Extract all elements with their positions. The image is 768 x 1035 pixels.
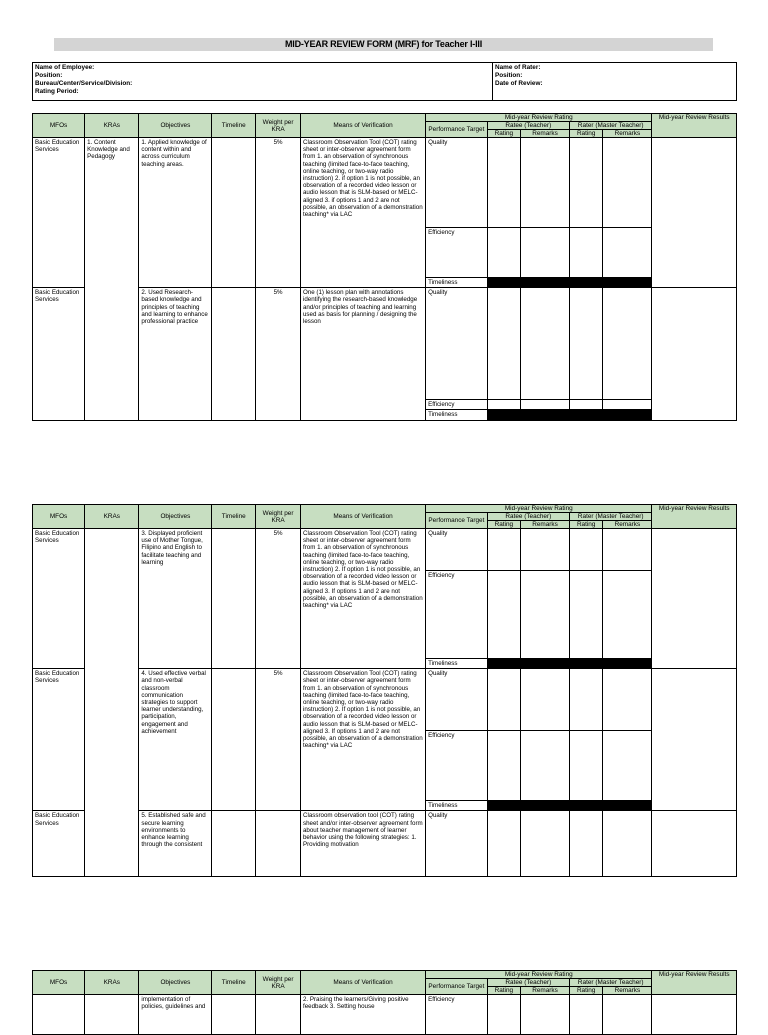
blacked-out-cell — [487, 659, 652, 669]
target-quality: Quality — [426, 811, 488, 877]
employee-position-label: Position: — [35, 72, 63, 79]
ratee-rating-input[interactable] — [487, 669, 520, 731]
mrf-table-page3 — [32, 970, 737, 1035]
rater-rating-input[interactable] — [570, 995, 603, 1035]
header-timeline: Timeline — [212, 971, 256, 995]
mfo-cell: Basic Education Services — [33, 288, 85, 420]
bureau-label: Bureau/Center/Service/Division: — [35, 80, 133, 87]
results-cell[interactable] — [652, 138, 737, 288]
header-ratee-rating: Rating — [487, 130, 520, 138]
ratee-rating-input[interactable] — [487, 571, 520, 659]
rater-remarks-input[interactable] — [603, 288, 652, 400]
rating-period-label: Rating Period: — [35, 88, 79, 95]
header-rater-remarks: Remarks — [603, 521, 652, 529]
target-quality: Quality — [426, 669, 488, 731]
target-efficiency: Efficiency — [426, 400, 488, 410]
mov-cell: Classroom Observation Tool (COT) rating sheet or inter-observer agreement form from 1. an observation of synchronous teaching (limited face-to-face teaching, online teaching, or two-way radio instruction) 2. if option 1 is not possible, an observation of a recorded video lesson or audio lesson that is SLM-based or MELC-aligned 3. if options 1 and 2 are not possible, an observation of a demonstration teaching* via LAC — [300, 138, 425, 288]
ratee-remarks-input[interactable] — [521, 228, 570, 278]
mov-cell: Classroom Observation Tool (COT) rating sheet or inter-observer agreement form from 1. an observation of synchronous teaching (limited face-to-face teaching, online teaching, or two-way radio instruction) 2. If option 1 is not possible, an observation of a recorded video lesson or audio lesson that is SLM-based or MELC-aligned 3. If options 1 and 2 are not possible, an observation of a demonstration teaching* via LAC — [300, 669, 425, 811]
ratee-remarks-input[interactable] — [521, 669, 570, 731]
rater-remarks-input[interactable] — [603, 529, 652, 571]
header-objectives: Objectives — [139, 971, 212, 995]
mov-cell: One (1) lesson plan with annotations identifying the research-based knowledge and/or principles of teaching and learning used as basis for planning / designing the lesson — [300, 288, 425, 420]
header-weight: Weight per KRA — [256, 114, 301, 138]
header-mfos: MFOs — [33, 971, 85, 995]
header-mfos: MFOs — [33, 114, 85, 138]
header-rater: Rater (Master Teacher) — [570, 513, 652, 521]
table-row — [33, 669, 737, 731]
weight-cell: 5% — [256, 669, 301, 811]
rater-rating-input[interactable] — [570, 731, 603, 801]
header-rater-remarks: Remarks — [603, 130, 652, 138]
employee-info-box — [32, 62, 737, 101]
ratee-rating-input[interactable] — [487, 995, 520, 1035]
ratee-remarks-input[interactable] — [521, 811, 570, 877]
header-performance-target: Performance Target — [426, 122, 488, 138]
weight-cell — [256, 811, 301, 877]
target-quality: Quality — [426, 529, 488, 571]
blacked-out-cell — [487, 410, 652, 420]
ratee-rating-input[interactable] — [487, 811, 520, 877]
ratee-remarks-input[interactable] — [521, 731, 570, 801]
rater-rating-input[interactable] — [570, 529, 603, 571]
header-rater-remarks: Remarks — [603, 987, 652, 995]
rater-rating-input[interactable] — [570, 400, 603, 410]
results-cell[interactable] — [652, 669, 737, 811]
employee-info — [35, 64, 490, 96]
rater-remarks-input[interactable] — [603, 228, 652, 278]
header-review-rating: Mid-year Review Rating — [426, 114, 652, 122]
ratee-rating-input[interactable] — [487, 288, 520, 400]
mov-cell: Classroom Observation Tool (COT) rating sheet or inter-observer agreement form from 1. an observation of synchronous teaching (limited face-to-face teaching, online teaching, or two-way radio instruction) 2. If option 1 is not possible, an observation of a recorded video lesson or audio lesson that is SLM-based or MELC-aligned 3. If options 1 and 2 are not possible, an observation of a demonstration teaching* via LAC — [300, 529, 425, 669]
results-cell[interactable] — [652, 529, 737, 669]
timeline-cell — [212, 669, 256, 811]
rater-rating-input[interactable] — [570, 288, 603, 400]
ratee-remarks-input[interactable] — [521, 571, 570, 659]
weight-cell — [256, 995, 301, 1035]
header-ratee-remarks: Remarks — [521, 130, 570, 138]
mrf-table-page2 — [32, 504, 737, 877]
header-ratee-rating: Rating — [487, 987, 520, 995]
header-review-rating: Mid-year Review Rating — [426, 505, 652, 513]
mfo-cell: Basic Education Services — [33, 669, 85, 811]
header-ratee: Ratee (Teacher) — [487, 513, 569, 521]
rater-remarks-input[interactable] — [603, 731, 652, 801]
table-row — [33, 811, 737, 877]
header-rater: Rater (Master Teacher) — [570, 979, 652, 987]
rater-remarks-input[interactable] — [603, 669, 652, 731]
table-row — [33, 288, 737, 400]
ratee-remarks-input[interactable] — [521, 529, 570, 571]
header-ratee: Ratee (Teacher) — [487, 979, 569, 987]
header-mov: Means of Verification — [300, 114, 425, 138]
target-timeliness: Timeliness — [426, 801, 488, 811]
table-row — [33, 995, 737, 1035]
review-date-label: Date of Review: — [495, 80, 543, 87]
target-efficiency: Efficiency — [426, 995, 488, 1035]
header-kras: KRAs — [85, 505, 139, 529]
rater-remarks-input[interactable] — [603, 811, 652, 877]
ratee-rating-input[interactable] — [487, 731, 520, 801]
header-kras: KRAs — [85, 971, 139, 995]
mfo-cell: Basic Education Services — [33, 138, 85, 288]
objective-cell: 5. Established safe and secure learning environments to enhance learning through the consistent — [139, 811, 212, 877]
ratee-rating-input[interactable] — [487, 529, 520, 571]
header-performance-target: Performance Target — [426, 979, 488, 995]
header-mov: Means of Verification — [300, 505, 425, 529]
target-timeliness: Timeliness — [426, 659, 488, 669]
target-timeliness: Timeliness — [426, 410, 488, 420]
target-efficiency: Efficiency — [426, 571, 488, 659]
header-ratee-remarks: Remarks — [521, 521, 570, 529]
target-quality: Quality — [426, 138, 488, 228]
blacked-out-cell — [487, 278, 652, 288]
header-timeline: Timeline — [212, 114, 256, 138]
rater-name-label: Name of Rater: — [495, 64, 541, 71]
target-efficiency: Efficiency — [426, 228, 488, 278]
results-cell[interactable] — [652, 811, 737, 877]
timeline-cell — [212, 811, 256, 877]
rater-rating-input[interactable] — [570, 228, 603, 278]
mfo-cell: Basic Education Services — [33, 811, 85, 877]
ratee-rating-input[interactable] — [487, 138, 520, 228]
header-review-rating: Mid-year Review Rating — [426, 971, 652, 979]
results-cell[interactable] — [652, 995, 737, 1035]
rater-info — [492, 63, 732, 100]
table-row — [33, 529, 737, 571]
header-mfos: MFOs — [33, 505, 85, 529]
header-ratee: Ratee (Teacher) — [487, 122, 569, 130]
rater-remarks-input[interactable] — [603, 995, 652, 1035]
ratee-remarks-input[interactable] — [521, 288, 570, 400]
rater-remarks-input[interactable] — [603, 400, 652, 410]
mov-cell: 2. Praising the learners/Giving positive feedback 3. Setting house — [300, 995, 425, 1035]
table-row — [33, 138, 737, 228]
objective-cell: 1. Applied knowledge of content within and across curriculum teaching areas. — [139, 138, 212, 288]
target-quality: Quality — [426, 288, 488, 400]
header-rater-rating: Rating — [570, 987, 603, 995]
header-timeline: Timeline — [212, 505, 256, 529]
timeline-cell — [212, 138, 256, 288]
mov-cell: Classroom observation tool (COT) rating sheet and/or inter-observer agreement form about teacher management of learner behavior using the following strategies: 1. Providing motivation — [300, 811, 425, 877]
objective-cell: 3. Displayed proficient use of Mother Tongue, Filipino and English to facilitate teaching and learning — [139, 529, 212, 669]
header-weight: Weight per KRA — [256, 971, 301, 995]
rater-rating-input[interactable] — [570, 138, 603, 228]
kra-cell — [85, 995, 139, 1035]
results-cell[interactable] — [652, 288, 737, 420]
rater-position-label: Position: — [495, 72, 523, 79]
mrf-table-page1 — [32, 113, 737, 421]
header-review-results: Mid-year Review Results — [652, 971, 737, 995]
header-ratee-rating: Rating — [487, 521, 520, 529]
header-rater-rating: Rating — [570, 521, 603, 529]
mfo-cell — [33, 995, 85, 1035]
header-performance-target: Performance Target — [426, 513, 488, 529]
kra-cell — [85, 529, 139, 877]
ratee-rating-input[interactable] — [487, 228, 520, 278]
header-rater-rating: Rating — [570, 130, 603, 138]
ratee-remarks-input[interactable] — [521, 138, 570, 228]
timeline-cell — [212, 529, 256, 669]
header-kras: KRAs — [85, 114, 139, 138]
timeline-cell — [212, 288, 256, 420]
blacked-out-cell — [487, 801, 652, 811]
header-weight: Weight per KRA — [256, 505, 301, 529]
header-objectives: Objectives — [139, 505, 212, 529]
timeline-cell — [212, 995, 256, 1035]
ratee-rating-input[interactable] — [487, 400, 520, 410]
objective-cell: 2. Used Research-based knowledge and principles of teaching and learning to enhance professional practice — [139, 288, 212, 420]
mfo-cell: Basic Education Services — [33, 529, 85, 669]
objective-cell: 4. Used effective verbal and non-verbal classroom communication strategies to support learner understanding, participation, engagement and achievement — [139, 669, 212, 811]
header-ratee-remarks: Remarks — [521, 987, 570, 995]
rater-rating-input[interactable] — [570, 571, 603, 659]
rater-remarks-input[interactable] — [603, 138, 652, 228]
header-review-results: Mid-year Review Results — [652, 114, 737, 138]
employee-name-label: Name of Employee: — [35, 64, 95, 71]
header-objectives: Objectives — [139, 114, 212, 138]
ratee-remarks-input[interactable] — [521, 400, 570, 410]
rater-rating-input[interactable] — [570, 669, 603, 731]
header-rater: Rater (Master Teacher) — [570, 122, 652, 130]
rater-remarks-input[interactable] — [603, 571, 652, 659]
weight-cell: 5% — [256, 529, 301, 669]
objective-cell: implementation of policies, guidelines and — [139, 995, 212, 1035]
form-title: MID-YEAR REVIEW FORM (MRF) for Teacher I-III — [54, 38, 713, 51]
ratee-remarks-input[interactable] — [521, 995, 570, 1035]
weight-cell: 5% — [256, 288, 301, 420]
kra-cell: 1. Content Knowledge and Pedagogy — [85, 138, 139, 421]
header-mov: Means of Verification — [300, 971, 425, 995]
weight-cell: 5% — [256, 138, 301, 288]
header-review-results: Mid-year Review Results — [652, 505, 737, 529]
target-timeliness: Timeliness — [426, 278, 488, 288]
rater-rating-input[interactable] — [570, 811, 603, 877]
target-efficiency: Efficiency — [426, 731, 488, 801]
